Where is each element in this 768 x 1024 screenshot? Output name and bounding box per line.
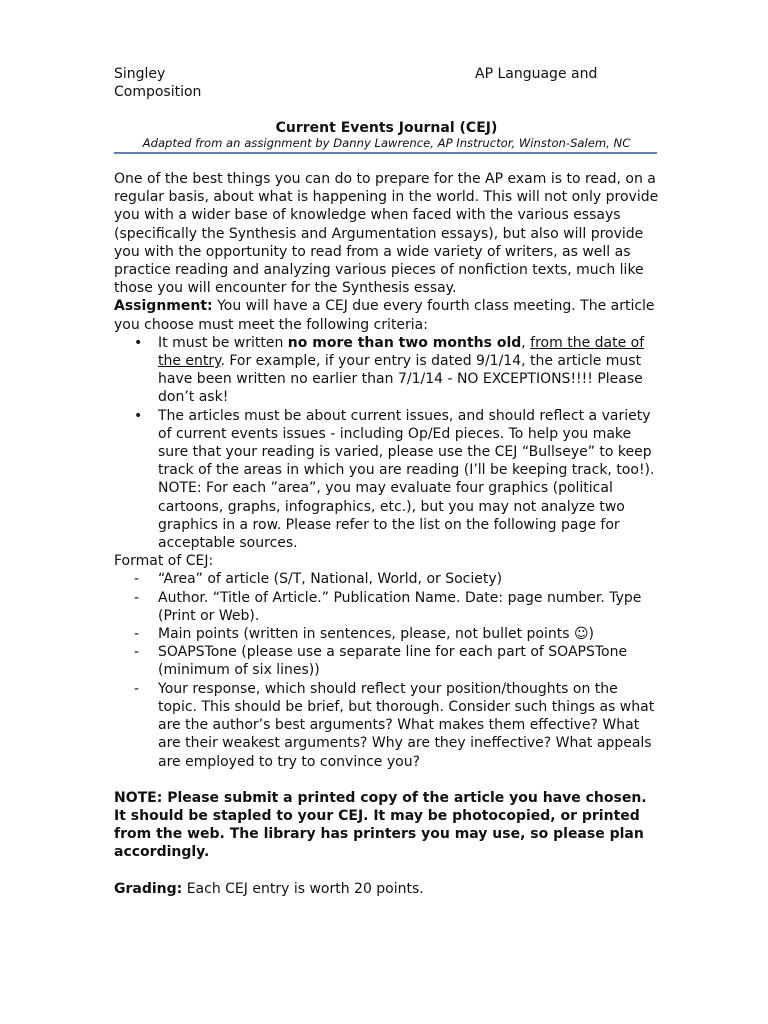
criteria-text: It must be written [158,334,288,351]
title-rule [114,152,657,154]
document-header [114,65,659,101]
criteria-item [114,334,659,407]
spacer [114,862,659,880]
format-item-text: Main points (written in sentences, please, not bullet points ☺) [158,626,595,643]
bullet-icon: • [134,407,143,424]
criteria-underlined: from the date of the entry [158,334,645,370]
dash-icon: - [134,571,140,588]
grading-paragraph [114,880,659,898]
assignment-paragraph [114,297,659,333]
course-name: AP Language and [475,66,598,82]
intro-paragraph: One of the best things you can do to prepare for the AP exam is to read, on a regular basis, about what is happening in the world. This will not only provide you with a wider base of knowledge when faced with the various essays (specifically the Synthesis and Argumentation essays), but also will provide you with the opportunity to read from a wide variety of writers, as well as practice reading and analyzing various pieces of nonfiction texts, much like those you will encounter for the Synthesis essay. [114,171,659,297]
assignment-text: You will have a CEJ due every fourth class meeting. The article you choose must meet the following criteria: [114,298,655,333]
format-item [114,643,659,679]
format-item [114,625,659,643]
grading-text: Each CEJ entry is worth 20 points. [182,880,424,897]
dash-icon: - [134,589,140,606]
dash-icon: - [134,644,140,661]
criteria-text: . For example, if your entry is dated 9/1/14, the article must have been written no earlier than 7/1/14 - NO EXCEPTIONS!!!! Please don’t ask! [158,353,643,406]
note-paragraph: NOTE: Please submit a printed copy of the article you have chosen. It should be stapled to your CEJ. It may be photocopied, or printed from the web. The library has printers you may use, so please plan accordingly. [114,789,647,861]
format-item-text: Your response, which should reflect your position/thoughts on the topic. This should be brief, but thorough. Consider such things as what are the author’s best arguments? What makes them effective? What are their weakest arguments? Why are they ineffective? What appeals are employed to try to convince you? [158,680,655,770]
criteria-text: , [521,334,531,351]
criteria-emphasis: no more than two months old [287,334,522,351]
format-item [114,570,659,588]
assignment-label: Assignment: [114,298,213,315]
teacher-name: Singley [114,66,166,82]
document-body [114,170,659,898]
dash-icon: - [134,680,140,697]
spacer [114,771,659,789]
format-item [114,680,659,771]
criteria-text: The articles must be about current issues, and should reflect a variety of current events issues - including Op/Ed pieces. To help you make sure that your reading is varied, please use the CEJ “Bullseye” to keep track of the areas in which you are reading (I’ll be keeping track, too!). NOTE: For each ”area”, you may evaluate four graphics (political cartoons, graphs, infographics, etc.), but you may not analyze two graphics in a row. Please refer to the list on the following page for acceptable sources. [158,407,655,552]
dash-icon: - [134,626,140,643]
page-title: Current Events Journal (CEJ) [275,120,498,136]
page-subtitle: Adapted from an assignment by Danny Lawrence, AP Instructor, Winston-Salem, NC [142,136,631,150]
format-item-text: “Area” of article (S/T, National, World, or Society) [158,571,503,588]
grading-label: Grading: [114,880,183,897]
format-item-text: Author. “Title of Article.” Publication Name. Date: page number. Type (Print or Web). [158,589,642,624]
criteria-item [114,407,659,553]
criteria-list [114,334,659,552]
format-list [114,570,659,770]
bullet-icon: • [134,334,143,351]
format-item [114,589,659,625]
format-item-text: SOAPSTone (please use a separate line for each part of SOAPSTone (minimum of six lines)) [158,644,628,679]
format-heading: Format of CEJ: [114,553,214,570]
course-name-continuation: Composition [114,84,202,100]
